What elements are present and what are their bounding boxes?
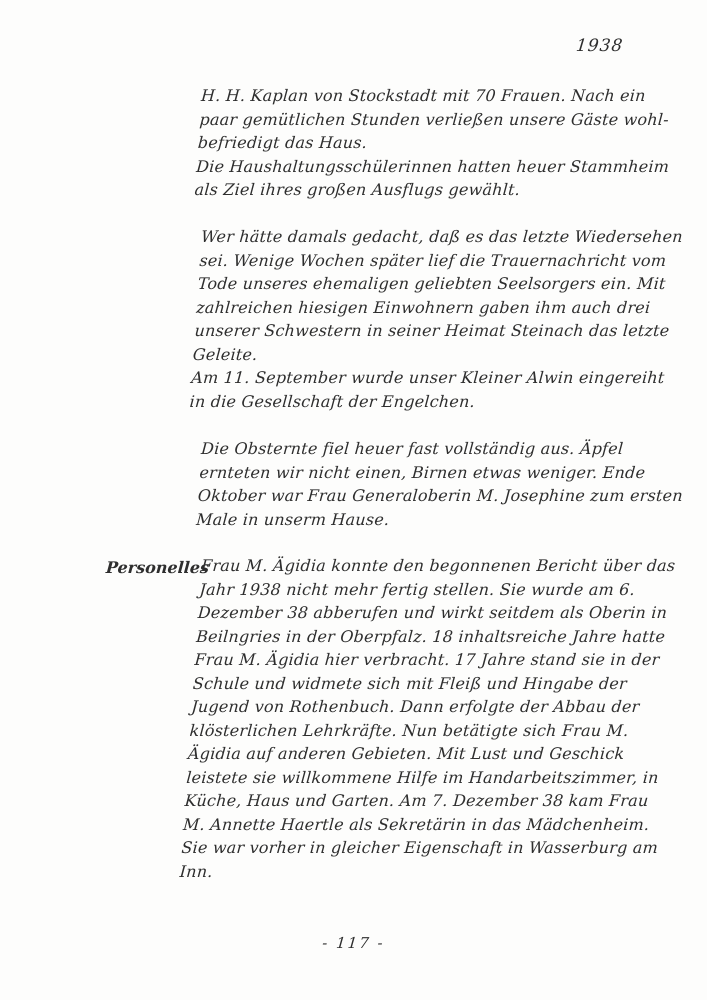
handwritten-text-block <box>179 84 684 907</box>
paragraph-kaplan-visit: H. H. Kaplan von Stockstadt mit 70 Frauen. Nach ein paar gemütlichen Stunden verließen unsere Gäste wohl- befriedigt das Haus. Die Haushaltungsschülerinnen hatten heuer Stammheim als Ziel ihres großen Ausflugs gewählt. <box>193 86 670 199</box>
paragraph-harvest: Die Obsternte fiel heuer fast vollständig aus. Äpfel ernteten wir nicht einen, Birnen etwas weniger. Ende Oktober war Frau Generaloberin M. Josephine zum ersten Male in unserm Hause. <box>195 438 684 528</box>
paragraph-death-of-priest: Wer hätte damals gedacht, daß es das letzte Wiedersehen sei. Wenige Wochen später lief die Trauernachricht vom Tode unseres ehemaligen geliebten Seelsorgers ein. Mit zahlreichen hiesigen Einwohnern gaben ihm auch drei unserer Schwestern in seiner Heimat Steinach das letzte Geleite. Am 11. September wurde unser Kleiner Alwin eingereiht in die Gesellschaft der Engelchen. <box>189 227 684 411</box>
paragraph-personelles: Frau M. Ägidia konnte den begonnenen Bericht über das Jahr 1938 nicht mehr fertig stellen. Sie wurde am 6. Dezember 38 abberufen und wirkt seitdem als Oberin in Beilngries in der Oberpfalz. 18 inhaltsreiche Jahre hatte Frau M. Ägidia hier verbracht. 17 Jahre stand sie in der Schule und widmete sich mit Fleiß und Hingabe der Jugend von Rothenbuch. Dann erfolgte der Abbau der klösterlichen Lehrkräfte. Nun betätigte sich Frau M. Ägidia auf anderen Gebieten. Mit Lust und Geschick leistete sie willkommene Hilfe im Handarbeitszimmer, in Küche, Haus und Garten. Am 7. Dezember 38 kam Frau M. Annette Haertle als Sekretärin in das Mädchenheim. Sie war vorher in gleicher Eigenschaft in Wasserburg am Inn. <box>179 556 676 881</box>
page-number: - 117 - <box>321 934 386 952</box>
margin-label-personelles: Personelles <box>105 558 210 577</box>
year-header: 1938 <box>574 36 625 56</box>
